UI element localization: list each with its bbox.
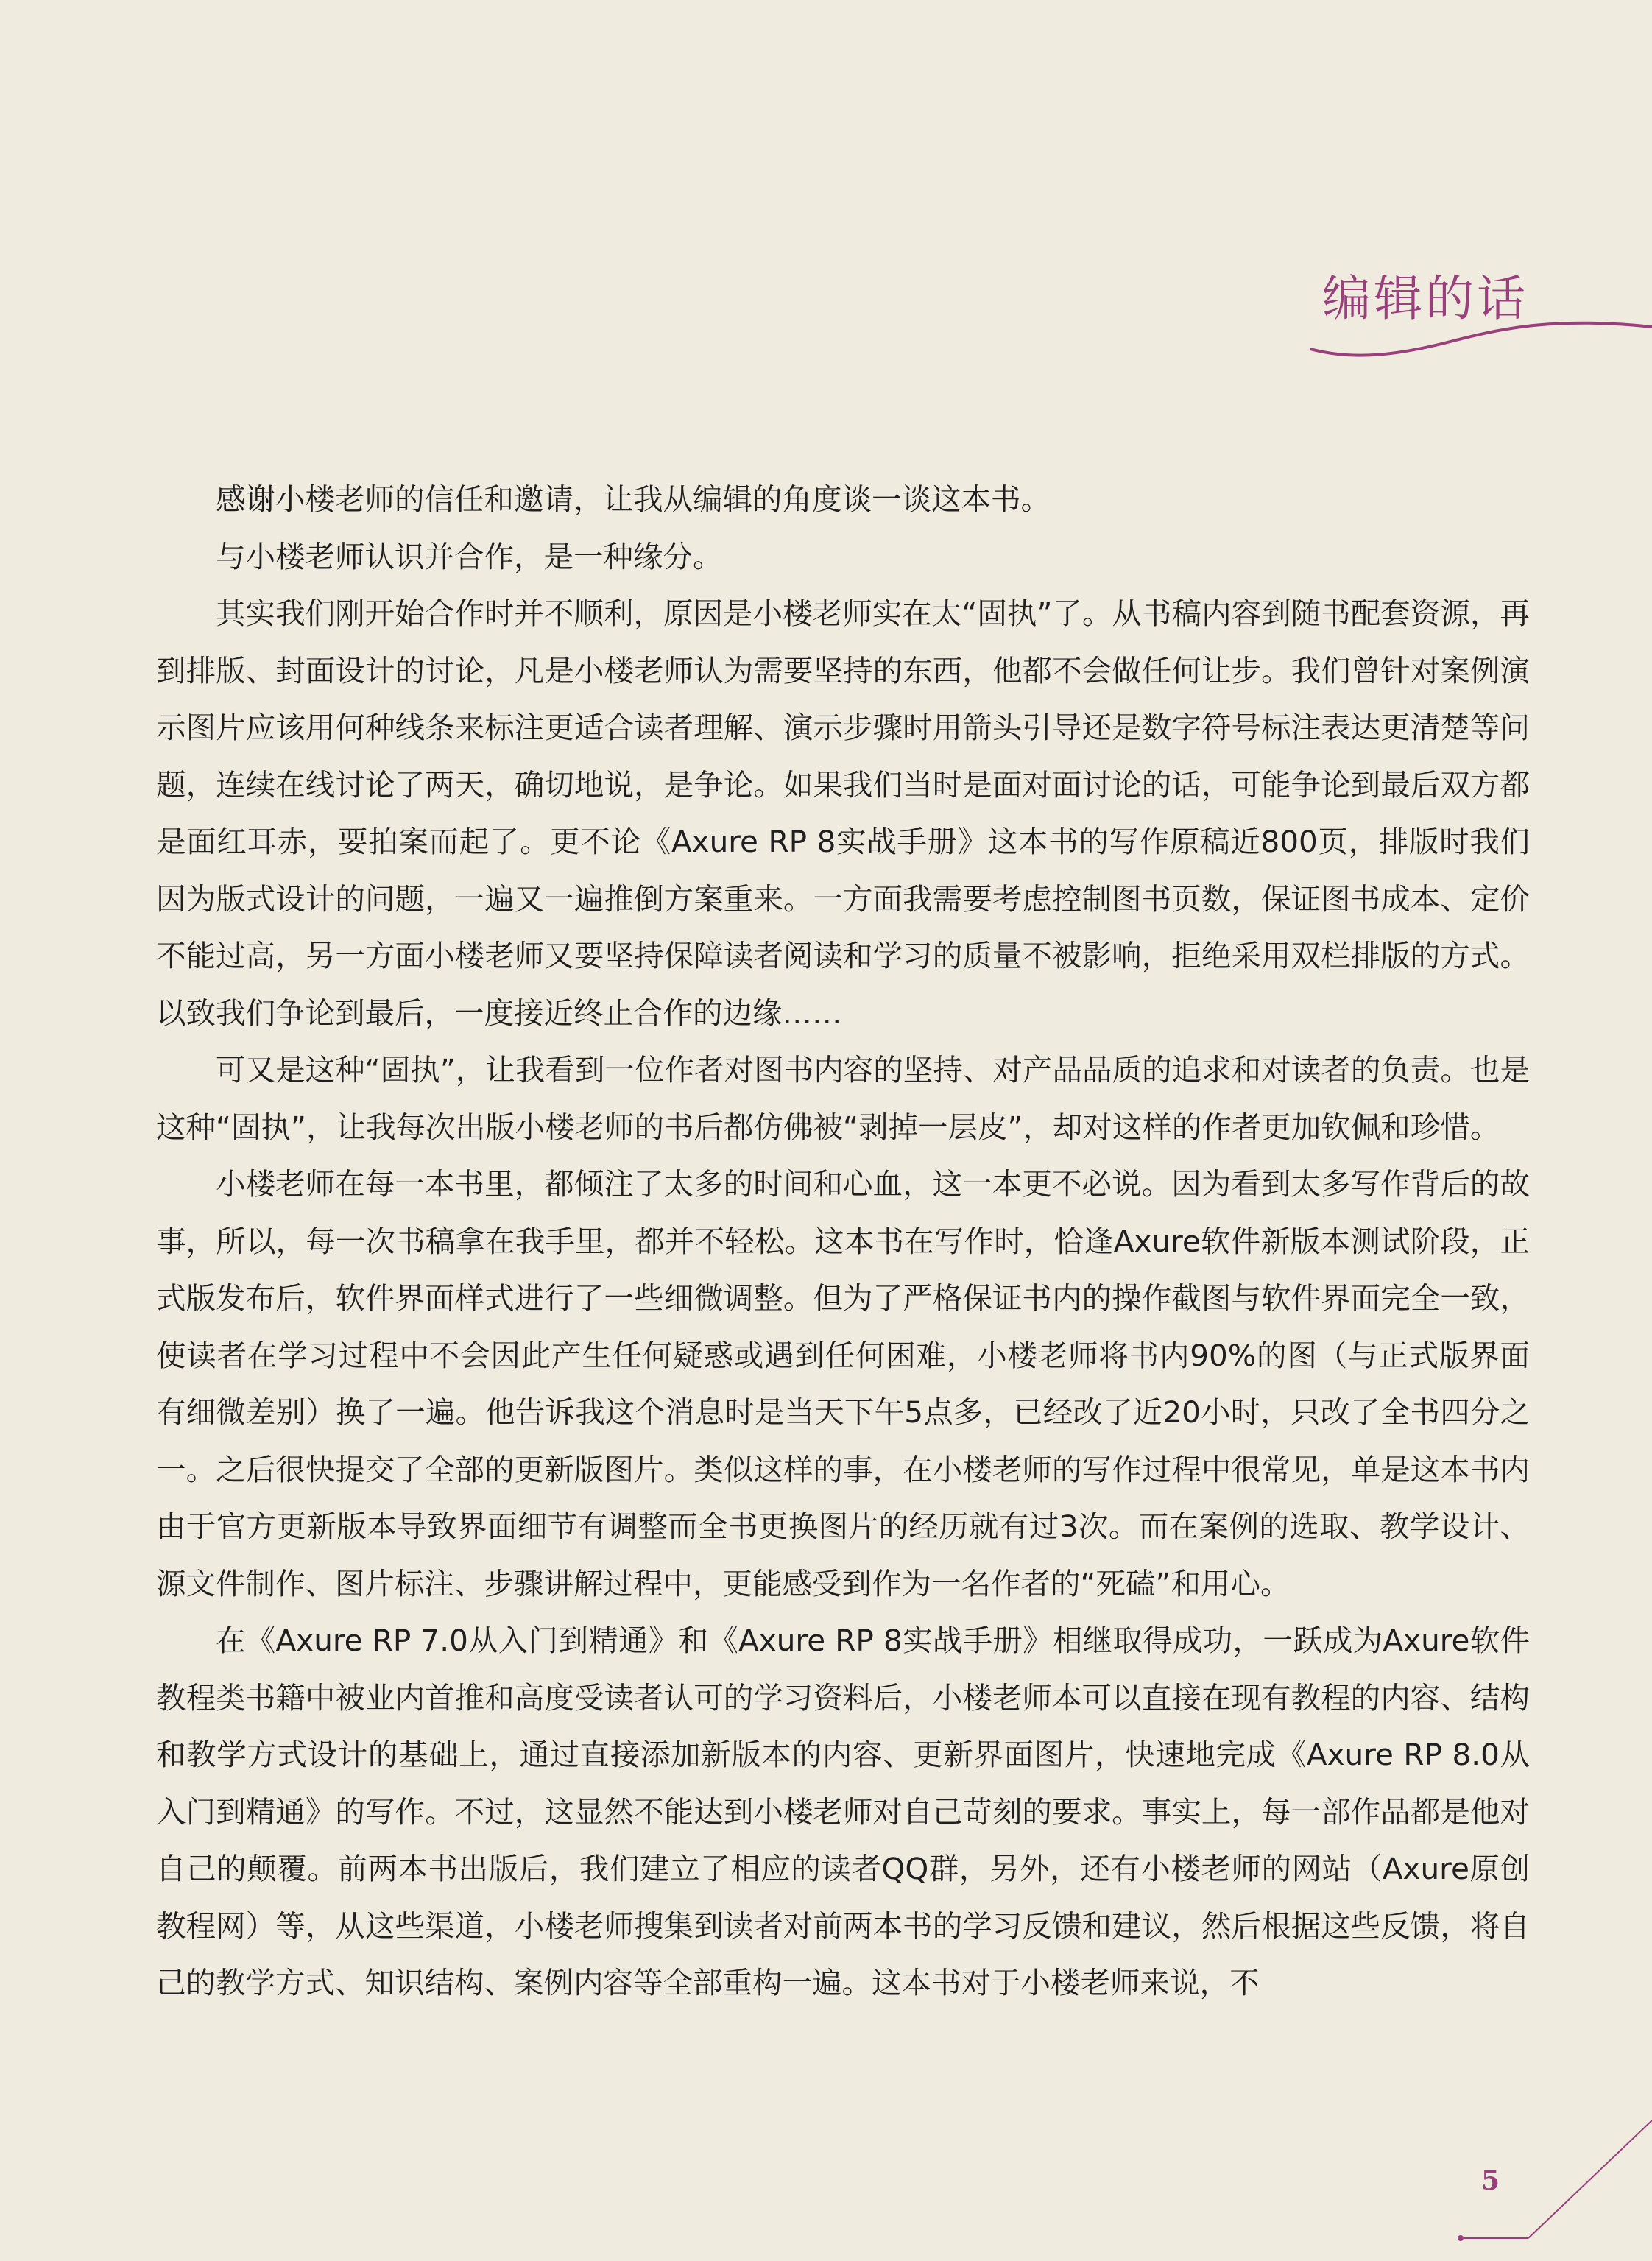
page-heading: 编辑的话 — [1322, 270, 1528, 327]
paragraph: 可又是这种“固执”，让我看到一位作者对图书内容的坚持、对产品品质的追求和对读者的负责。也是这种“固执”，让我每次出版小楼老师的书后都仿佛被“剥掉一层皮”，却对这样的作者更加钦佩和珍惜。 — [156, 1052, 1530, 1145]
page-corner-decoration — [1443, 2120, 1652, 2261]
paragraph: 小楼老师在每一本书里，都倾注了太多的时间和心血，这一本更不必说。因为看到太多写作背后的故事，所以，每一次书稿拿在我手里，都并不轻松。这本书在写作时，恰逢Axure软件新版本测试阶段，正式版发布后，软件界面样式进行了一些细微调整。但为了严格保证书内的操作截图与软件界面完全一致，使读者在学习过程中不会因此产生任何疑惑或遇到任何困难，小楼老师将书内90%的图（与正式版界面有细微差别）换了一遍。他告诉我这个消息时是当天下午5点多，已经改了近20小时，只改了全书四分之一。之后很快提交了全部的更新版图片。类似这样的事，在小楼老师的写作过程中很常见，单是这本书内由于官方更新版本导致界面细节有调整而全书更换图片的经历就有过3次。而在案例的选取、教学设计、源文件制作、图片标注、步骤讲解过程中，更能感受到作为一名作者的“死磕”和用心。 — [156, 1166, 1530, 1601]
paragraph: 在《Axure RP 7.0从入门到精通》和《Axure RP 8实战手册》相继取得成功，一跃成为Axure软件教程类书籍中被业内首推和高度受读者认可的学习资料后，小楼老师本可以直接在现有教程的内容、结构和教学方式设计的基础上，通过直接添加新版本的内容、更新界面图片，快速地完成《Axure RP 8.0从入门到精通》的写作。不过，这显然不能达到小楼老师对自己苛刻的要求。事实上，每一部作品都是他对自己的颠覆。前两本书出版后，我们建立了相应的读者QQ群，另外，还有小楼老师的网站（Axure原创教程网）等，从这些渠道，小楼老师搜集到读者对前两本书的学习反馈和建议，然后根据这些反馈，将自己的教学方式、知识结构、案例内容等全部重构一遍。这本书对于小楼老师来说，不 — [156, 1623, 1530, 2000]
article-body — [156, 471, 1530, 2012]
paragraph: 与小楼老师认识并合作，是一种缘分。 — [216, 538, 723, 574]
paragraph: 其实我们刚开始合作时并不顺利，原因是小楼老师实在太“固执”了。从书稿内容到随书配套资源，再到排版、封面设计的讨论，凡是小楼老师认为需要坚持的东西，他都不会做任何让步。我们曾针对案例演示图片应该用何种线条来标注更适合读者理解、演示步骤时用箭头引导还是数字符号标注表达更清楚等问题，连续在线讨论了两天，确切地说，是争论。如果我们当时是面对面讨论的话，可能争论到最后双方都是面红耳赤，要拍案而起了。更不论《Axure RP 8实战手册》这本书的写作原稿近800页，排版时我们因为版式设计的问题，一遍又一遍推倒方案重来。一方面我需要考虑控制图书页数，保证图书成本、定价不能过高，另一方面小楼老师又要坚持保障读者阅读和学习的质量不被影响，拒绝采用双栏排版的方式。以致我们争论到最后，一度接近终止合作的边缘…… — [156, 596, 1530, 1031]
page-number: 5 — [1481, 2165, 1500, 2196]
heading-underline-decoration — [1310, 309, 1652, 368]
paragraph: 感谢小楼老师的信任和邀请，让我从编辑的角度谈一谈这本书。 — [216, 482, 1051, 517]
